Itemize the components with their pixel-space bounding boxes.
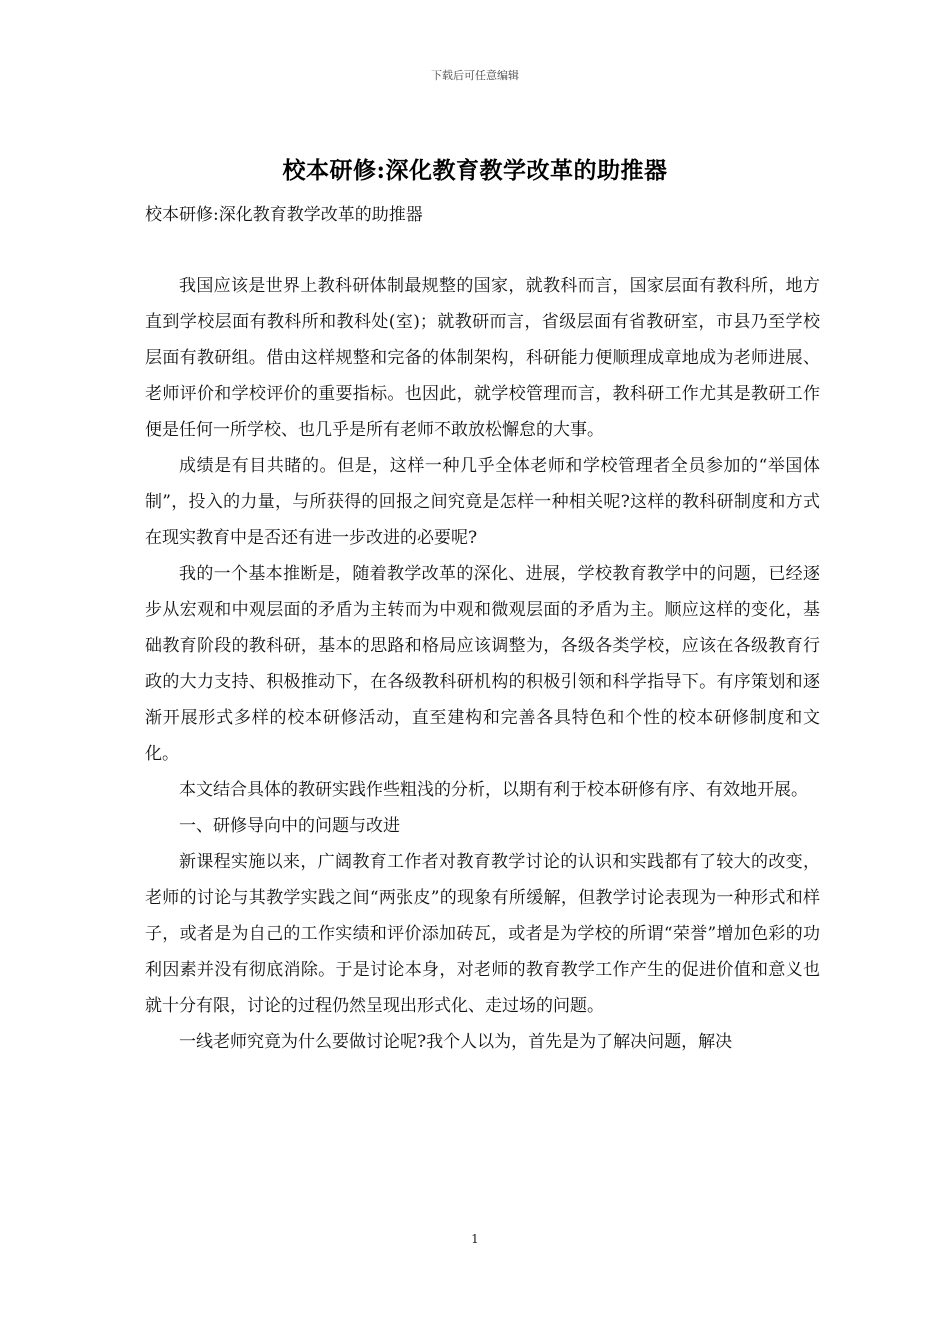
document-body [145,268,820,1060]
paragraph: 我国应该是世界上教科研体制最规整的国家，就教科而言，国家层面有教科所，地方直到学校层面有教科所和教科处(室)；就教研而言，省级层面有省教研室，市县乃至学校层面有教研组。借由这样规整和完备的体制架构，科研能力便顺理成章地成为老师进展、老师评价和学校评价的重要指标。也因此，就学校管理而言，教科研工作尤其是教研工作便是任何一所学校、也几乎是所有老师不敢放松懈怠的大事。 [145,276,820,440]
document-subtitle: 校本研修:深化教育教学改革的助推器 [145,205,423,225]
paragraph: 我的一个基本推断是，随着教学改革的深化、进展，学校教育教学中的问题，已经逐步从宏观和中观层面的矛盾为主转而为中观和微观层面的矛盾为主。顺应这样的变化，基础教育阶段的教科研，基本的思路和格局应该调整为，各级各类学校，应该在各级教育行政的大力支持、积极推动下，在各级教科研机构的积极引领和科学指导下。有序策划和逐渐开展形式多样的校本研修活动，直至建构和完善各具特色和个性的校本研修制度和文化。 [145,564,820,764]
page-number: 1 [471,1232,479,1246]
paragraph: 一线老师究竟为什么要做讨论呢?我个人以为，首先是为了解决问题，解决 [179,1032,733,1052]
document-title: 校本研修:深化教育教学改革的助推器 [282,157,668,184]
section-heading: 一、研修导向中的问题与改进 [179,816,400,836]
paragraph: 本文结合具体的教研实践作些粗浅的分析，以期有利于校本研修有序、有效地开展。 [179,780,808,800]
paragraph: 新课程实施以来，广阔教育工作者对教育教学讨论的认识和实践都有了较大的改变，老师的讨论与其教学实践之间“两张皮”的现象有所缓解，但教学讨论表现为一种形式和样子，或者是为自己的工作实绩和评价添加砖瓦，或者是为学校的所谓“荣誉”增加色彩的功利因素并没有彻底消除。于是讨论本身，对老师的教育教学工作产生的促进价值和意义也就十分有限，讨论的过程仍然呈现出形式化、走过场的问题。 [145,852,820,1016]
header-note: 下载后可任意编辑 [431,69,519,82]
paragraph: 成绩是有目共睹的。但是，这样一种几乎全体老师和学校管理者全员参加的“举国体制”，投入的力量，与所获得的回报之间究竟是怎样一种相关呢?这样的教科研制度和方式在现实教育中是否还有进一步改进的必要呢? [145,456,820,548]
